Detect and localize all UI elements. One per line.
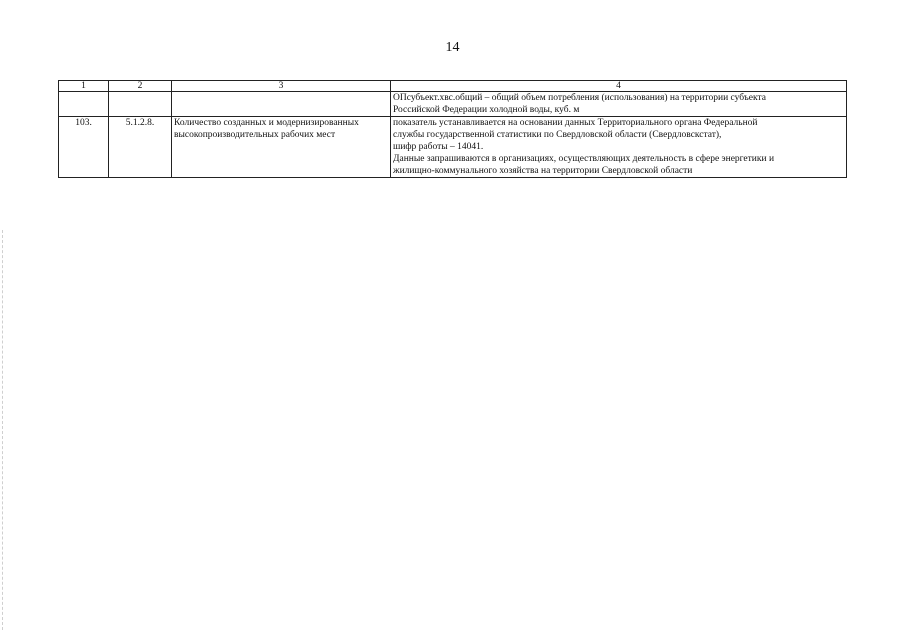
column-header-4: 4 xyxy=(391,81,847,92)
row-description-cell xyxy=(391,117,847,178)
scan-edge-artifact xyxy=(2,230,4,630)
row-code-cell: 5.1.2.8. xyxy=(109,117,172,178)
description-line: ОПсубъект.хвс.общий – общий объем потребления (использования) на территории субъекта xyxy=(393,93,766,103)
description-line: службы государственной статистики по Свердловской области (Свердловскстат), xyxy=(393,130,722,140)
row-number-cell xyxy=(59,92,109,117)
row-number-cell: 103. xyxy=(59,117,109,178)
column-header-2: 2 xyxy=(109,81,172,92)
table-row xyxy=(59,117,847,178)
table-row xyxy=(59,92,847,117)
description-line: Российской Федерации холодной воды, куб. м xyxy=(393,105,580,115)
description-line: жилищно-коммунального хозяйства на территории Свердловской области xyxy=(393,166,693,176)
page-number: 14 xyxy=(445,40,460,55)
data-table xyxy=(58,80,847,178)
row-description-cell xyxy=(391,92,847,117)
row-name-cell: Количество созданных и модернизированных высокопроизводительных рабочих мест xyxy=(172,117,391,178)
column-header-1: 1 xyxy=(59,81,109,92)
description-line: шифр работы – 14041. xyxy=(393,142,484,152)
table-header-row xyxy=(59,81,847,92)
description-line: Данные запрашиваются в организациях, осуществляющих деятельность в сфере энергетики и xyxy=(393,154,775,164)
description-line: показатель устанавливается на основании данных Территориального органа Федеральной xyxy=(393,118,758,128)
row-code-cell xyxy=(109,92,172,117)
column-header-3: 3 xyxy=(172,81,391,92)
row-name-cell xyxy=(172,92,391,117)
